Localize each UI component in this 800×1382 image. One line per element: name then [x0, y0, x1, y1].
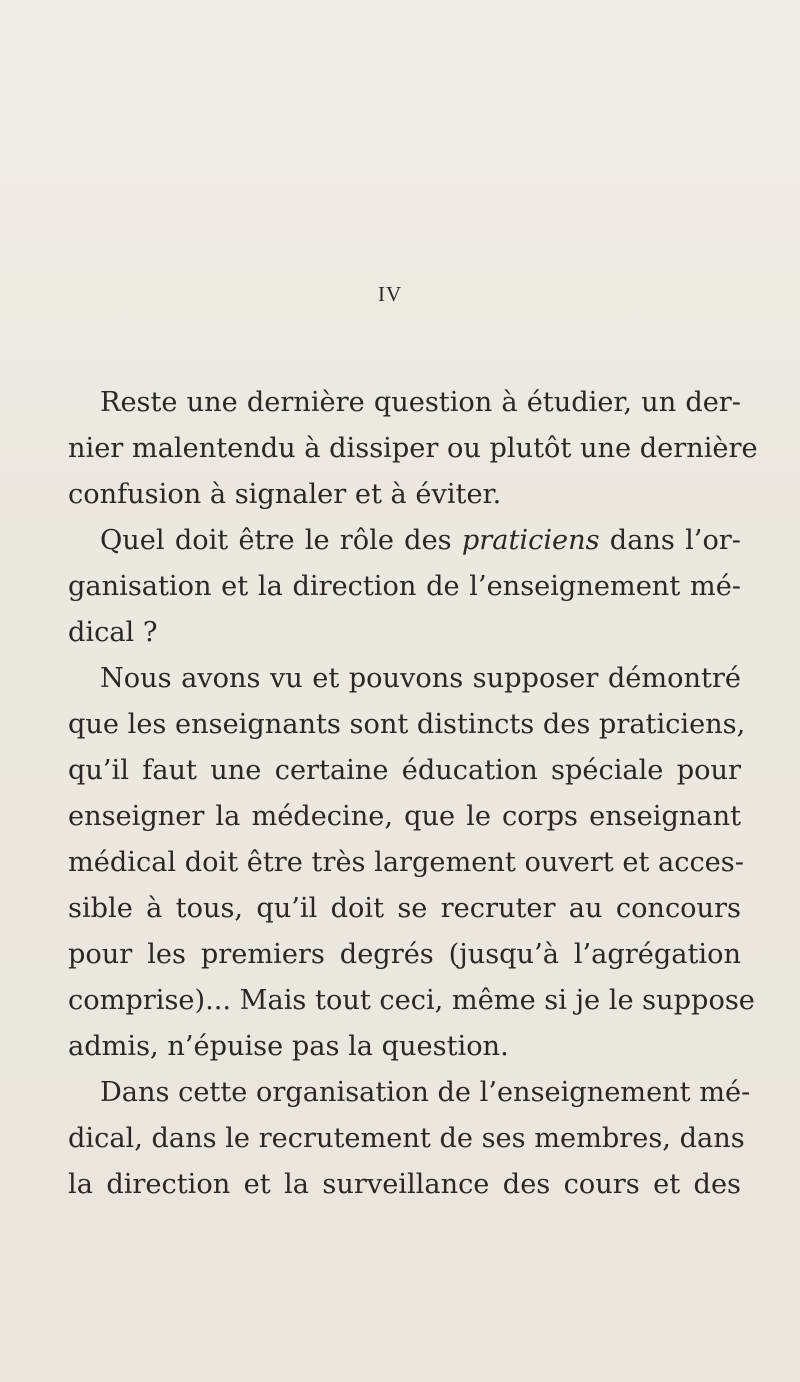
text-line: dical ?	[68, 617, 158, 648]
text-line: qu’il faut une certaine éducation spéciale pour	[68, 755, 741, 786]
text-line: comprise)... Mais tout ceci, même si je le suppose	[68, 985, 755, 1016]
text-line: que les enseignants sont distincts des praticiens,	[68, 709, 746, 740]
text-line: médical doit être très largement ouvert et acces-	[68, 847, 744, 878]
text-segment: dans l’or-	[609, 525, 741, 556]
italic-term: praticiens	[461, 525, 600, 556]
text-line: la direction et la surveillance des cours et des	[68, 1169, 741, 1200]
text-line: sible à tous, qu’il doit se recruter au concours	[68, 893, 741, 924]
text-line	[68, 518, 741, 564]
chapter-heading: IV	[378, 282, 403, 306]
text-line: confusion à signaler et à éviter.	[68, 479, 502, 510]
text-segment: Quel doit être le rôle des	[100, 525, 462, 556]
text-line: pour les premiers degrés (jusqu’à l’agrégation	[68, 939, 741, 970]
body-text	[68, 380, 758, 1208]
text-line: dical, dans le recrutement de ses membres, dans	[68, 1123, 745, 1154]
text-line: ganisation et la direction de l’enseignement mé-	[68, 571, 741, 602]
text-line: Reste une dernière question à étudier, un der-	[100, 387, 741, 418]
text-line: admis, n’épuise pas la question.	[68, 1031, 509, 1062]
text-line: Nous avons vu et pouvons supposer démontré	[100, 663, 741, 694]
text-line: nier malentendu à dissiper ou plutôt une dernière	[68, 433, 758, 464]
text-line: Dans cette organisation de l’enseignement mé-	[100, 1077, 751, 1108]
text-line: enseigner la médecine, que le corps enseignant	[68, 801, 741, 832]
